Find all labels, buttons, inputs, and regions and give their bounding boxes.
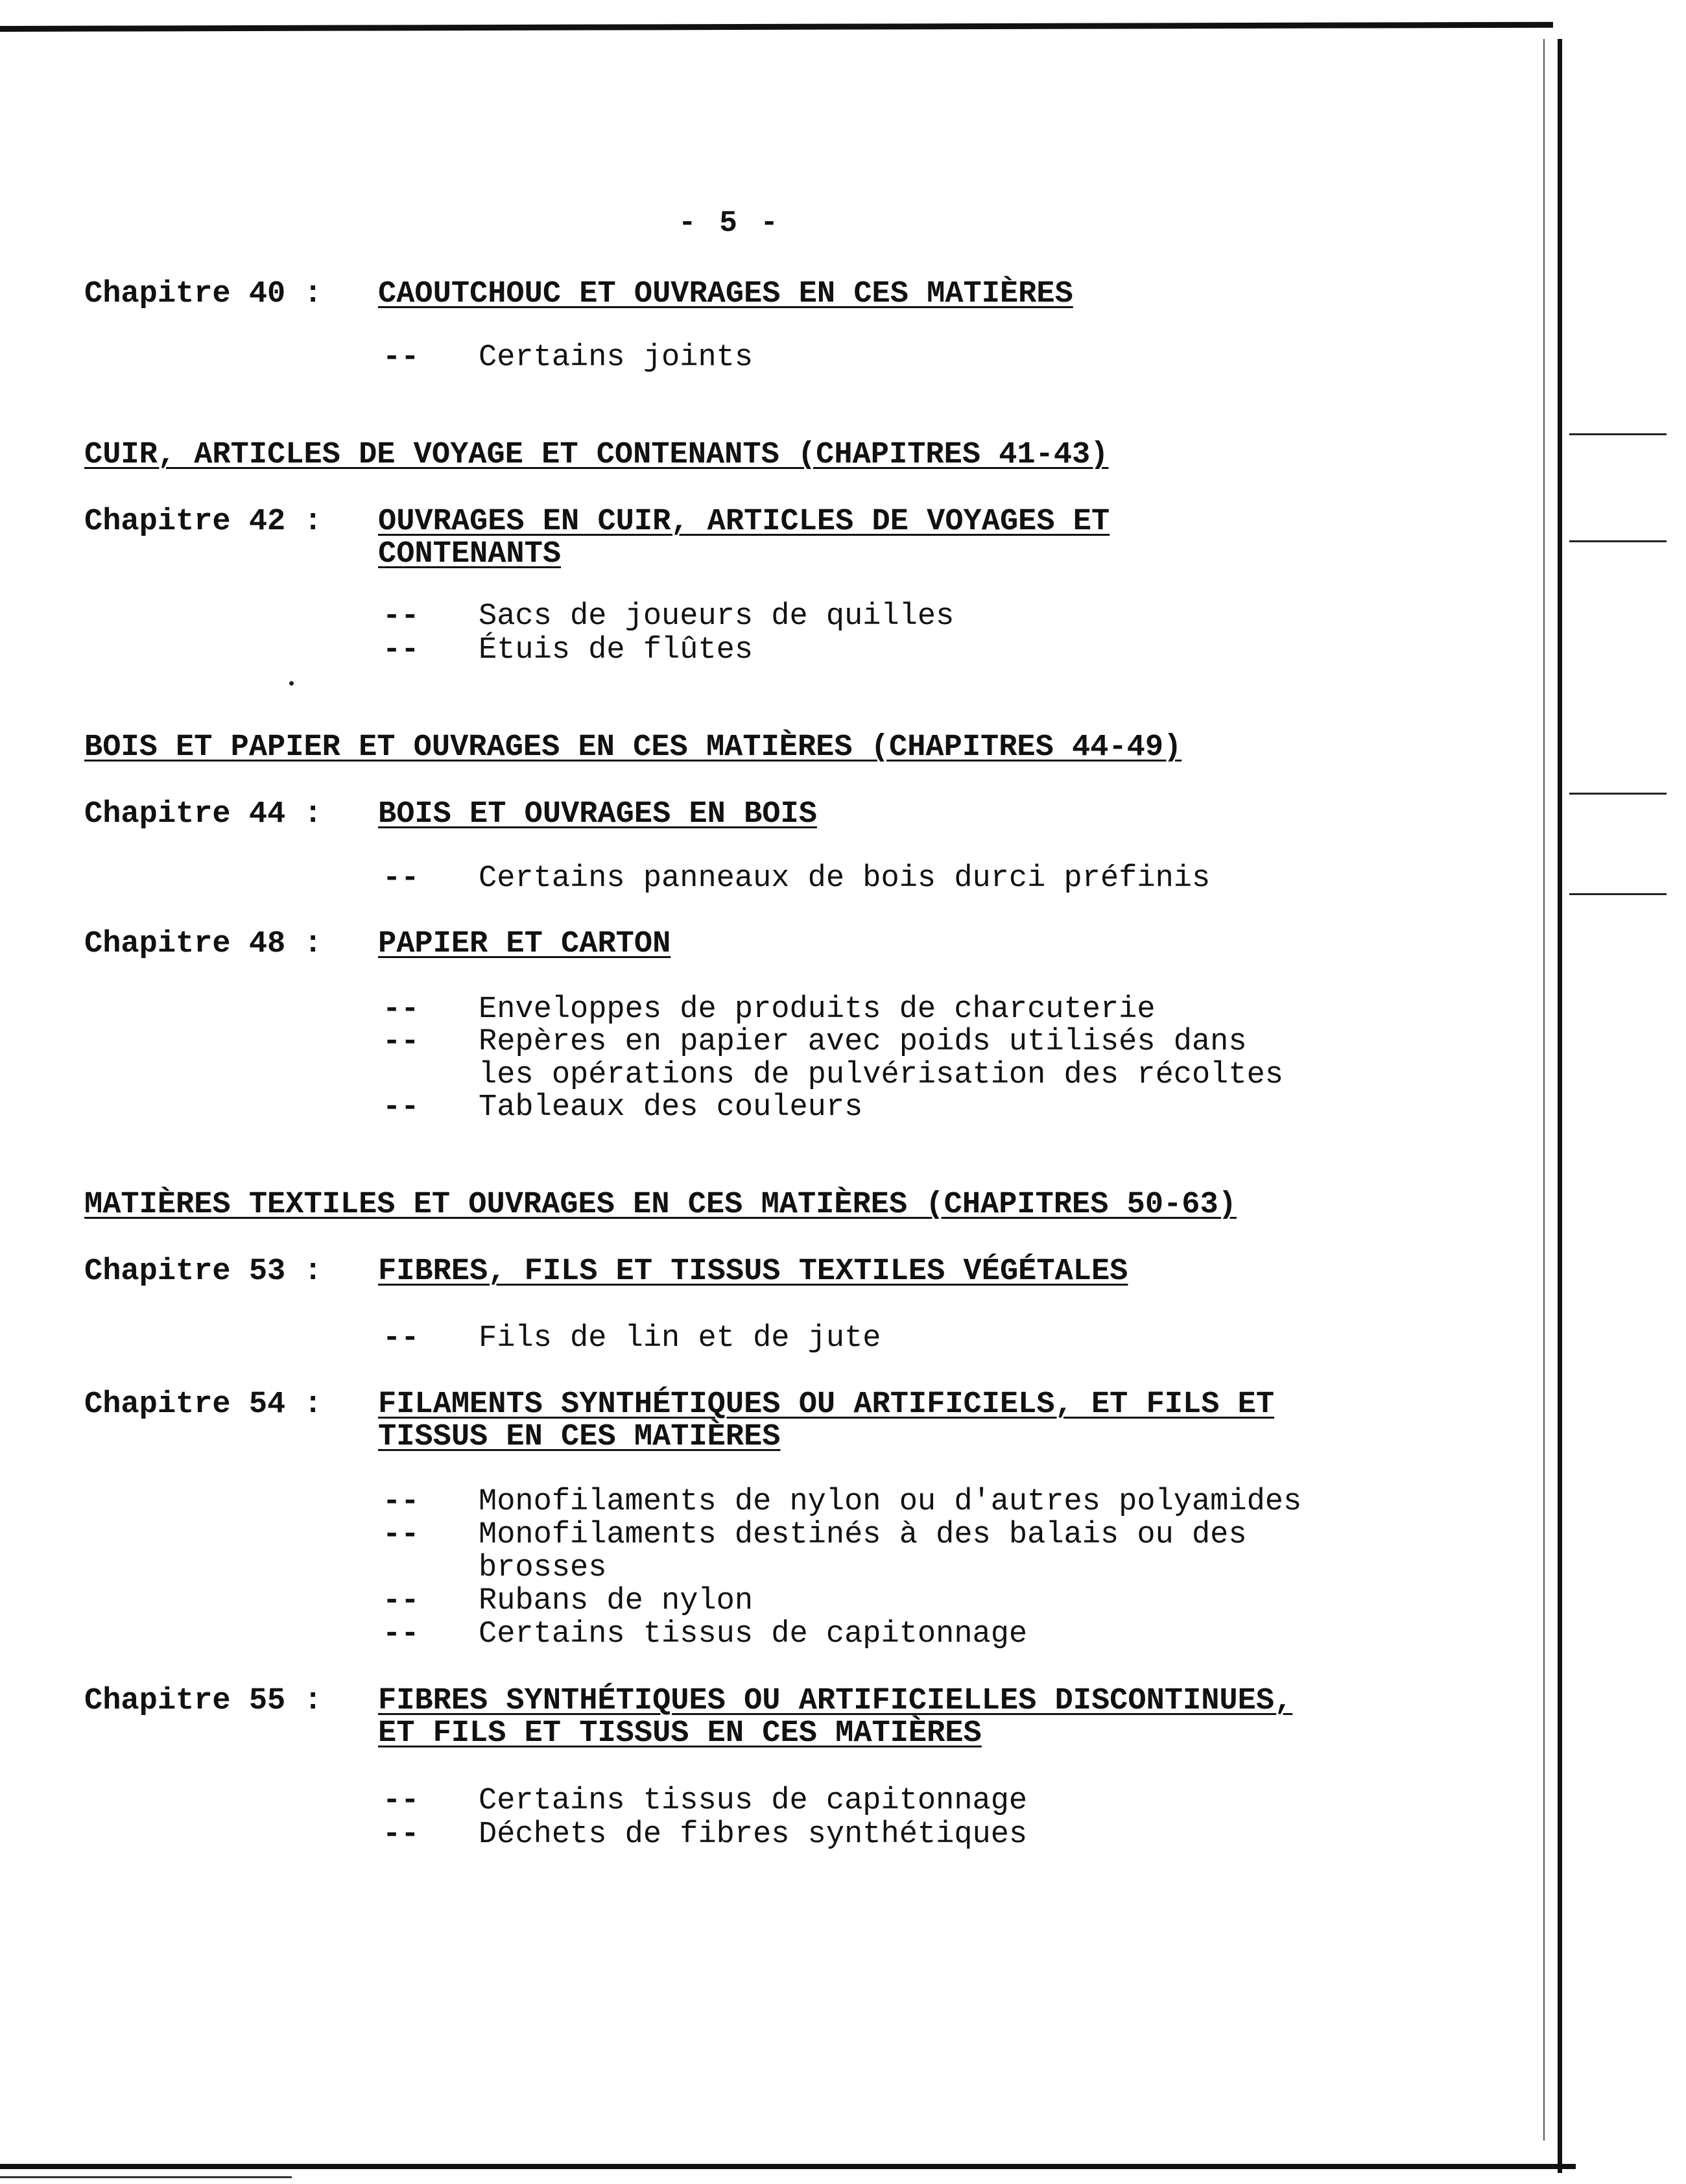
list-item: Certains joints: [479, 341, 754, 375]
margin-mark: [1569, 793, 1667, 795]
list-item: Certains panneaux de bois durci préfinis: [479, 861, 1211, 896]
list-item: Fils de lin et de jute: [479, 1321, 881, 1356]
list-item: Tableaux des couleurs: [479, 1090, 863, 1125]
page-number: - 5 -: [678, 206, 781, 240]
chapter-42-label: Chapitre 42 :: [84, 505, 322, 539]
section-heading-cuir: CUIR, ARTICLES DE VOYAGE ET CONTENANTS (CHAPITRES 41-43): [84, 438, 1109, 472]
bullet-dash: --: [383, 1617, 420, 1651]
page-border-bottom-thin: [0, 2176, 292, 2178]
chapter-55-title-line-1: FIBRES SYNTHÉTIQUES OU ARTIFICIELLES DISCONTINUES,: [378, 1684, 1293, 1718]
list-item: Certains tissus de capitonnage: [479, 1784, 1028, 1818]
list-item: Sacs de joueurs de quilles: [479, 599, 955, 634]
bullet-dash: --: [383, 1485, 420, 1519]
list-item: Rubans de nylon: [479, 1584, 754, 1618]
section-heading-textiles: MATIÈRES TEXTILES ET OUVRAGES EN CES MATIÈRES (CHAPITRES 50-63): [84, 1188, 1237, 1222]
chapter-54-title-line-2: TISSUS EN CES MATIÈRES: [378, 1420, 781, 1454]
bullet-dash: --: [383, 992, 420, 1027]
list-item-continuation: les opérations de pulvérisation des récoltes: [479, 1058, 1284, 1092]
bullet-dash: --: [383, 1584, 420, 1618]
list-item: Déchets de fibres synthétiques: [479, 1818, 1028, 1852]
bullet-dash: --: [383, 1090, 420, 1125]
page-border-top: [0, 22, 1553, 32]
bullet-dash: --: [383, 1784, 420, 1818]
page-border-right: [1558, 39, 1562, 2173]
list-item: Monofilaments de nylon ou d'autres polyamides: [479, 1485, 1302, 1519]
scan-speck: [289, 681, 294, 686]
chapter-48-title: PAPIER ET CARTON: [378, 927, 671, 961]
margin-mark: [1569, 433, 1667, 435]
chapter-54-title-line-1: FILAMENTS SYNTHÉTIQUES OU ARTIFICIELS, ET FILS ET: [378, 1387, 1275, 1422]
list-item-continuation: brosses: [479, 1551, 607, 1585]
bullet-dash: --: [383, 633, 420, 667]
chapter-42-title-line-2: CONTENANTS: [378, 537, 562, 571]
margin-mark: [1569, 893, 1667, 895]
chapter-44-label: Chapitre 44 :: [84, 797, 322, 832]
chapter-54-label: Chapitre 54 :: [84, 1387, 322, 1422]
bullet-dash: --: [383, 1321, 420, 1356]
bullet-dash: --: [383, 599, 420, 634]
list-item: Étuis de flûtes: [479, 633, 754, 667]
section-heading-bois: BOIS ET PAPIER ET OUVRAGES EN CES MATIÈRES (CHAPITRES 44-49): [84, 730, 1182, 765]
list-item: Repères en papier avec poids utilisés dans: [479, 1025, 1247, 1059]
chapter-44-title: BOIS ET OUVRAGES EN BOIS: [378, 797, 817, 832]
list-item: Certains tissus de capitonnage: [479, 1617, 1028, 1651]
chapter-42-title-line-1: OUVRAGES EN CUIR, ARTICLES DE VOYAGES ET: [378, 505, 1110, 539]
list-item: Monofilaments destinés à des balais ou des: [479, 1518, 1247, 1552]
page-border-bottom: [0, 2164, 1576, 2169]
chapter-48-label: Chapitre 48 :: [84, 927, 322, 961]
margin-mark: [1569, 540, 1667, 542]
chapter-53-title: FIBRES, FILS ET TISSUS TEXTILES VÉGÉTALES: [378, 1254, 1128, 1289]
chapter-55-title-line-2: ET FILS ET TISSUS EN CES MATIÈRES: [378, 1716, 982, 1751]
bullet-dash: --: [383, 341, 420, 375]
chapter-40-title: CAOUTCHOUC ET OUVRAGES EN CES MATIÈRES: [378, 277, 1073, 311]
list-item: Enveloppes de produits de charcuterie: [479, 992, 1156, 1027]
chapter-55-label: Chapitre 55 :: [84, 1684, 322, 1718]
bullet-dash: --: [383, 1025, 420, 1059]
chapter-40-label: Chapitre 40 :: [84, 277, 322, 311]
bullet-dash: --: [383, 1518, 420, 1552]
bullet-dash: --: [383, 1818, 420, 1852]
chapter-53-label: Chapitre 53 :: [84, 1254, 322, 1289]
page-border-right-inner: [1543, 39, 1545, 2141]
bullet-dash: --: [383, 861, 420, 896]
